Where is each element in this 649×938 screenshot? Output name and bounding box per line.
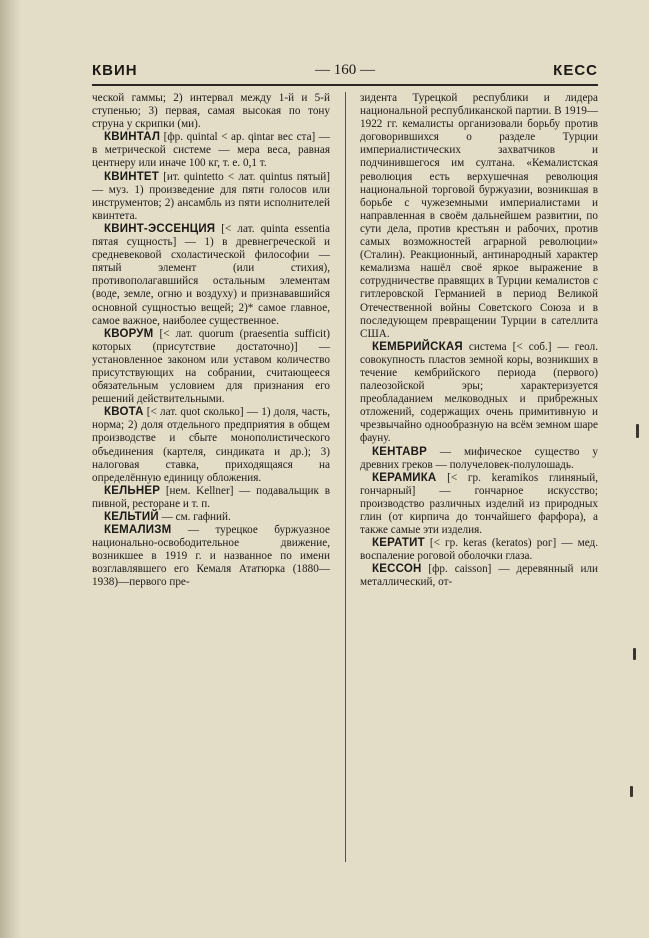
- dictionary-entry: [92, 485, 330, 511]
- dictionary-entry: [360, 472, 598, 537]
- entry-text: [ит. quintetto < лат. quintus пятый] — муз. 1) произведение для пяти голосов или инструментов; 2) ансамбль из пяти исполнителей квинтета.: [92, 170, 330, 222]
- dictionary-entry: [360, 446, 598, 472]
- entry-text: ческой гаммы; 2) интервал между 1-й и 5-й ступенью; 3) первая, самая высокая по тону струна у скрипки (ми).: [92, 92, 330, 131]
- dictionary-entry: [360, 92, 598, 341]
- entry-headword: КЕССОН: [372, 563, 422, 576]
- column-divider: [345, 92, 346, 862]
- entry-headword: КЕРАТИТ: [372, 537, 425, 550]
- entry-text: — см. гафний.: [158, 511, 231, 523]
- entry-text: [фр. quintal < ар. qintar вес ста] — в метрической системе — мера веса, равная центнеру или иначе 100 кг, т. е. 0,1 т.: [92, 131, 330, 170]
- scan-margin-mark: [633, 648, 636, 660]
- scan-margin-mark: [636, 424, 639, 438]
- entry-text: [< лат. quorum (praesentia sufficit) которых (присутствие достаточно)] — установленное законом или уставом количество присутствующих на собрании, считающееся обязательным условием для признания его решений действительными.: [92, 327, 330, 406]
- entry-text: [< гр. keras (keratos) рог] — мед. воспаление роговой оболочки глаза.: [360, 537, 598, 563]
- entry-headword: КВИНТАЛ: [104, 131, 161, 144]
- dictionary-entry: [92, 171, 330, 223]
- dictionary-entry: [92, 328, 330, 407]
- entry-headword: КВИНТ-ЭССЕНЦИЯ: [104, 222, 216, 235]
- entry-headword: КЕМАЛИЗМ: [104, 524, 172, 537]
- entry-headword: КВОТА: [104, 406, 144, 419]
- dictionary-entry: [92, 92, 330, 131]
- header-rule: [92, 84, 598, 86]
- entry-headword: КЕЛЬТИЙ: [104, 511, 159, 523]
- page-header: [92, 60, 598, 84]
- dictionary-entry: [92, 511, 330, 524]
- dictionary-entry: [360, 563, 598, 589]
- header-right-guideword: КЕСС: [553, 62, 598, 79]
- entry-text: [нем. Kellner] — подавальщик в пивной, ресторане и т. п.: [92, 484, 330, 510]
- dictionary-entry: [92, 524, 330, 589]
- entry-text: — мифическое существо у древних греков — получеловек-полулошадь.: [360, 445, 598, 471]
- right-column: [360, 92, 598, 590]
- entry-text: — турецкое буржуазное национально-освободительное движение, возникшее в 1919 г. и названное по имени возглавлявшего его Кемаля Ататюрка (1880—1938)—первого пре-: [92, 524, 330, 589]
- entry-headword: КЕНТАВР: [372, 445, 427, 458]
- entry-headword: КЕМБРИЙСКАЯ: [372, 340, 463, 353]
- dictionary-entry: [92, 131, 330, 170]
- entry-text: [< гр. keramikos глиняный, гончарный] — гончарное искусство; производство различных изделий из природных глин (от кирпича до тончайшего фарфора), а также самые эти изделия.: [360, 471, 598, 537]
- entry-headword: КВИНТЕТ: [104, 170, 160, 183]
- entry-headword: КЕРАМИКА: [372, 471, 437, 484]
- page-number: — 160 —: [315, 62, 375, 78]
- entry-headword: КЕЛЬНЕР: [104, 484, 161, 497]
- dictionary-entry: [360, 537, 598, 563]
- entry-text: [< лат. quot сколько] — 1) доля, часть, норма; 2) доля отдельного предприятия в общем производстве и сбыте монополистического объединения (картеля, синдиката и др.); 3) налоговая ставка, приходящаяся на определённую единицу обложения.: [92, 406, 330, 484]
- entry-text: зидента Турецкой республики и лидера национальной республиканской партии. В 1919—1922 гг. кемалисты организовали борьбу против договорившихся о разделе Турции империалистических захватчиков и подчинившегося им султана. «Кемалистская революция есть верхушечная революция национальной торговой буржуазии, возникшая в борьбе с чужеземными империалистами и направленная в своём дальнейшем развитии, по сути дела, против крестьян и рабочих, против самых возможностей аграрной революции» (Сталин). Реакционный, антинародный характер кемализма нашёл своё яркое выражение в сотрудничестве правящих в Турции кемалистов с гитлеровской Германией в период Великой Отечественной войны Советского Союза и в последующем превращении Турции в сателлита США.: [360, 92, 598, 340]
- dictionary-entry: [360, 341, 598, 446]
- dictionary-entry: [92, 406, 330, 485]
- entry-headword: КВОРУМ: [104, 327, 154, 340]
- entry-text: [фр. caisson] — деревянный или металлический, от-: [360, 563, 598, 589]
- header-left-guideword: КВИН: [92, 62, 138, 79]
- page-binding-shadow: [0, 0, 22, 938]
- scan-margin-mark: [630, 786, 633, 797]
- entry-text: [< лат. quinta essentia пятая сущность] — 1) в древнегреческой и средневековой схоластической философии — пятый элемент (или стихия), противополагавшийся остальным элементам (воде, земле, огню и воздуху) и признававшийся основной сущностью вещей; 2)* самое главное, самое важное, наиболее существенное.: [92, 222, 330, 327]
- entry-text: система [< соб.] — геол. совокупность пластов земной коры, возникших в течение кембрийского периода (первого) палеозойской эры; характеризуется преобладанием мелководных и прибрежных отложений, содержащих очень примитивную и чрезвычайно однообразную на всём земном шаре фауну.: [360, 340, 598, 445]
- left-column: [92, 92, 330, 590]
- dictionary-entry: [92, 223, 330, 328]
